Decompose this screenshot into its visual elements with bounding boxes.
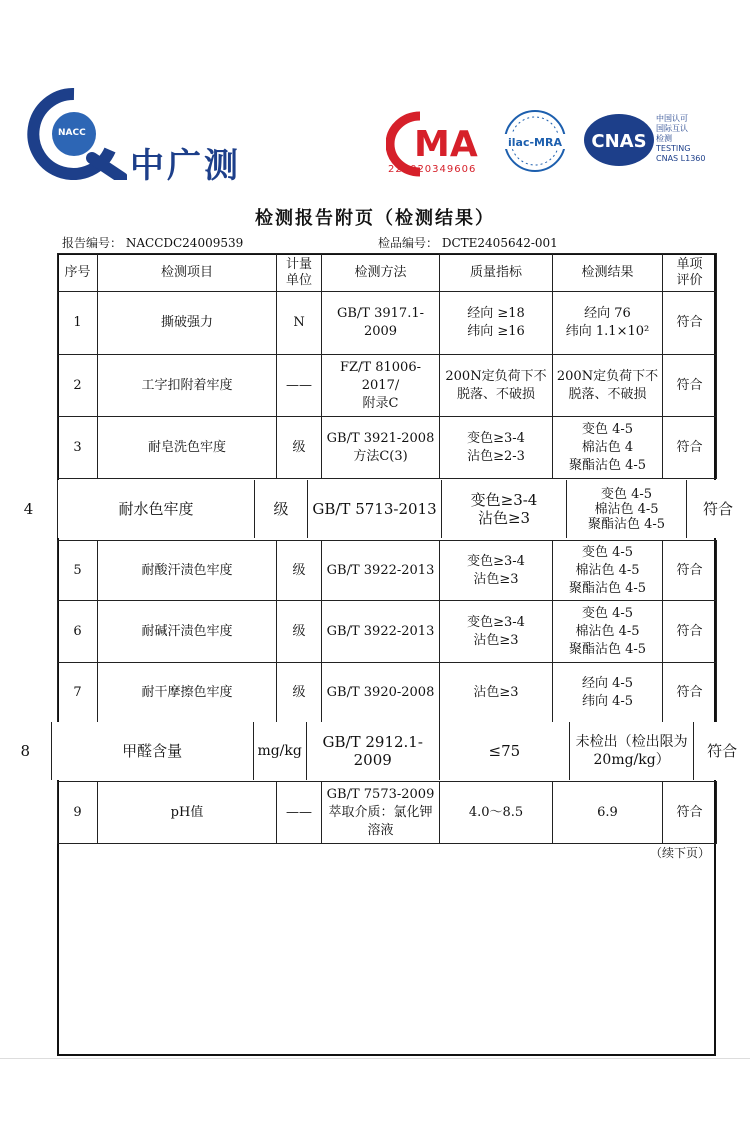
row-standard: 沾色≥3 — [440, 663, 553, 724]
table-row — [58, 663, 717, 724]
header-no: 序号 — [58, 254, 98, 292]
row-result: 6.9 — [553, 782, 663, 844]
row-no: 4 — [23, 500, 34, 518]
row-standard: 变色≥3-4 沾色≥3 — [442, 480, 567, 538]
table-header-row — [58, 254, 717, 292]
row-eval: 符合 — [663, 663, 717, 724]
report-number-value: NACCDC24009539 — [125, 236, 244, 250]
row-result: 未检出（检出限为 20mg/kg） — [569, 722, 694, 780]
row-no: 2 — [58, 355, 98, 417]
row-result: 200N定负荷下不 脱落、不破损 — [553, 355, 663, 417]
row-unit: 级 — [277, 663, 322, 724]
cnas-logo-icon — [582, 112, 656, 168]
row-no: 6 — [58, 601, 98, 663]
table-row-shifted — [0, 722, 750, 780]
sample-number-label: 检品编号： — [378, 236, 439, 250]
row-standard: 变色≥3-4 沾色≥2-3 — [440, 417, 553, 479]
row-unit: N — [277, 292, 322, 355]
row-no: 8 — [20, 742, 31, 760]
row-eval: 符合 — [663, 782, 717, 844]
row-item: 耐酸汗渍色牢度 — [98, 541, 277, 601]
row-standard: 经向 ≥18 纬向 ≥16 — [440, 292, 553, 355]
sample-number-value: DCTE2405642-001 — [441, 236, 558, 250]
report-header — [0, 0, 750, 200]
row-eval: 符合 — [687, 480, 750, 538]
row-eval: 符合 — [663, 541, 717, 601]
row-method: FZ/T 81006-2017/ 附录C — [322, 355, 440, 417]
row-method: GB/T 3920-2008 — [322, 663, 440, 724]
row-result: 变色 4-5 棉沾色 4-5 聚酯沾色 4-5 — [553, 601, 663, 663]
continue-note: （续下页） — [650, 846, 711, 860]
row-standard: 变色≥3-4 沾色≥3 — [440, 541, 553, 601]
row-no: 9 — [58, 782, 98, 844]
page-divider — [0, 1058, 750, 1059]
row-method: GB/T 3922-2013 — [322, 541, 440, 601]
row-method: GB/T 3917.1-2009 — [322, 292, 440, 355]
row-method: GB/T 3921-2008 方法C(3) — [322, 417, 440, 479]
row-unit: 级 — [255, 480, 308, 538]
cma-number: 220020349606 — [388, 164, 477, 175]
table-row — [58, 355, 717, 417]
row-no: 3 — [58, 417, 98, 479]
row-item: 耐干摩擦色牢度 — [98, 663, 277, 724]
report-number-label: 报告编号： — [62, 236, 123, 250]
row-eval: 符合 — [663, 601, 717, 663]
row-method: GB/T 2912.1-2009 — [306, 722, 439, 780]
row-unit: 级 — [277, 601, 322, 663]
header-item: 检测项目 — [98, 254, 277, 292]
row-unit: mg/kg — [253, 722, 306, 780]
row-unit: —— — [277, 782, 322, 844]
row-unit: —— — [277, 355, 322, 417]
header-eval: 单项 评价 — [663, 254, 717, 292]
row-item: 耐水色牢度 — [58, 480, 255, 538]
row-item: pH值 — [98, 782, 277, 844]
row-unit: 级 — [277, 541, 322, 601]
cnas-mark-text: CNAS — [591, 131, 647, 152]
row-result: 变色 4-5 棉沾色 4-5 聚酯沾色 4-5 — [553, 541, 663, 601]
row-no: 1 — [58, 292, 98, 355]
row-result: 经向 4-5 纬向 4-5 — [553, 663, 663, 724]
row-result: 经向 76 纬向 1.1×10² — [553, 292, 663, 355]
row-result: 变色 4-5 棉沾色 4-5 聚酯沾色 4-5 — [567, 480, 687, 538]
row-item: 耐碱汗渍色牢度 — [98, 601, 277, 663]
header-unit: 计量 单位 — [277, 254, 322, 292]
cma-mark-text: MA — [414, 124, 478, 165]
brand-name: 中广测 — [130, 146, 241, 186]
table-row — [58, 292, 717, 355]
row-item: 撕破强力 — [98, 292, 277, 355]
row-standard: ≤75 — [439, 722, 569, 780]
row-eval: 符合 — [663, 417, 717, 479]
table-row — [58, 417, 717, 479]
ilac-mark-text: ilac-MRA — [508, 136, 562, 149]
header-result: 检测结果 — [553, 254, 663, 292]
row-result: 变色 4-5 棉沾色 4 聚酯沾色 4-5 — [553, 417, 663, 479]
header-method: 检测方法 — [322, 254, 440, 292]
ilac-mra-logo-icon — [498, 108, 572, 174]
row-eval: 符合 — [663, 355, 717, 417]
row-no: 7 — [58, 663, 98, 724]
row-eval: 符合 — [663, 292, 717, 355]
report-number — [62, 234, 243, 251]
header-standard: 质量指标 — [440, 254, 553, 292]
report-title: 检测报告附页（检测结果） — [255, 208, 495, 229]
row-method: GB/T 3922-2013 — [322, 601, 440, 663]
row-unit: 级 — [277, 417, 322, 479]
row-standard: 200N定负荷下不 脱落、不破损 — [440, 355, 553, 417]
row-item: 耐皂洗色牢度 — [98, 417, 277, 479]
row-method: GB/T 7573-2009 萃取介质：氯化钾 溶液 — [322, 782, 440, 844]
row-standard: 变色≥3-4 沾色≥3 — [440, 601, 553, 663]
table-row — [58, 541, 717, 601]
row-item: 甲醛含量 — [51, 722, 253, 780]
row-item: 工字扣附着牢度 — [98, 355, 277, 417]
logo-badge-text: NACC — [58, 128, 86, 138]
row-method: GB/T 5713-2013 — [308, 480, 442, 538]
row-no: 5 — [58, 541, 98, 601]
row-standard: 4.0～8.5 — [440, 782, 553, 844]
table-row — [58, 782, 717, 844]
cnas-side-text: 中国认可 国际互认 检测 TESTING CNAS L1360 — [656, 114, 706, 163]
table-row — [58, 601, 717, 663]
sample-number — [378, 234, 558, 251]
table-row-shifted — [0, 480, 750, 538]
row-eval: 符合 — [694, 722, 750, 780]
